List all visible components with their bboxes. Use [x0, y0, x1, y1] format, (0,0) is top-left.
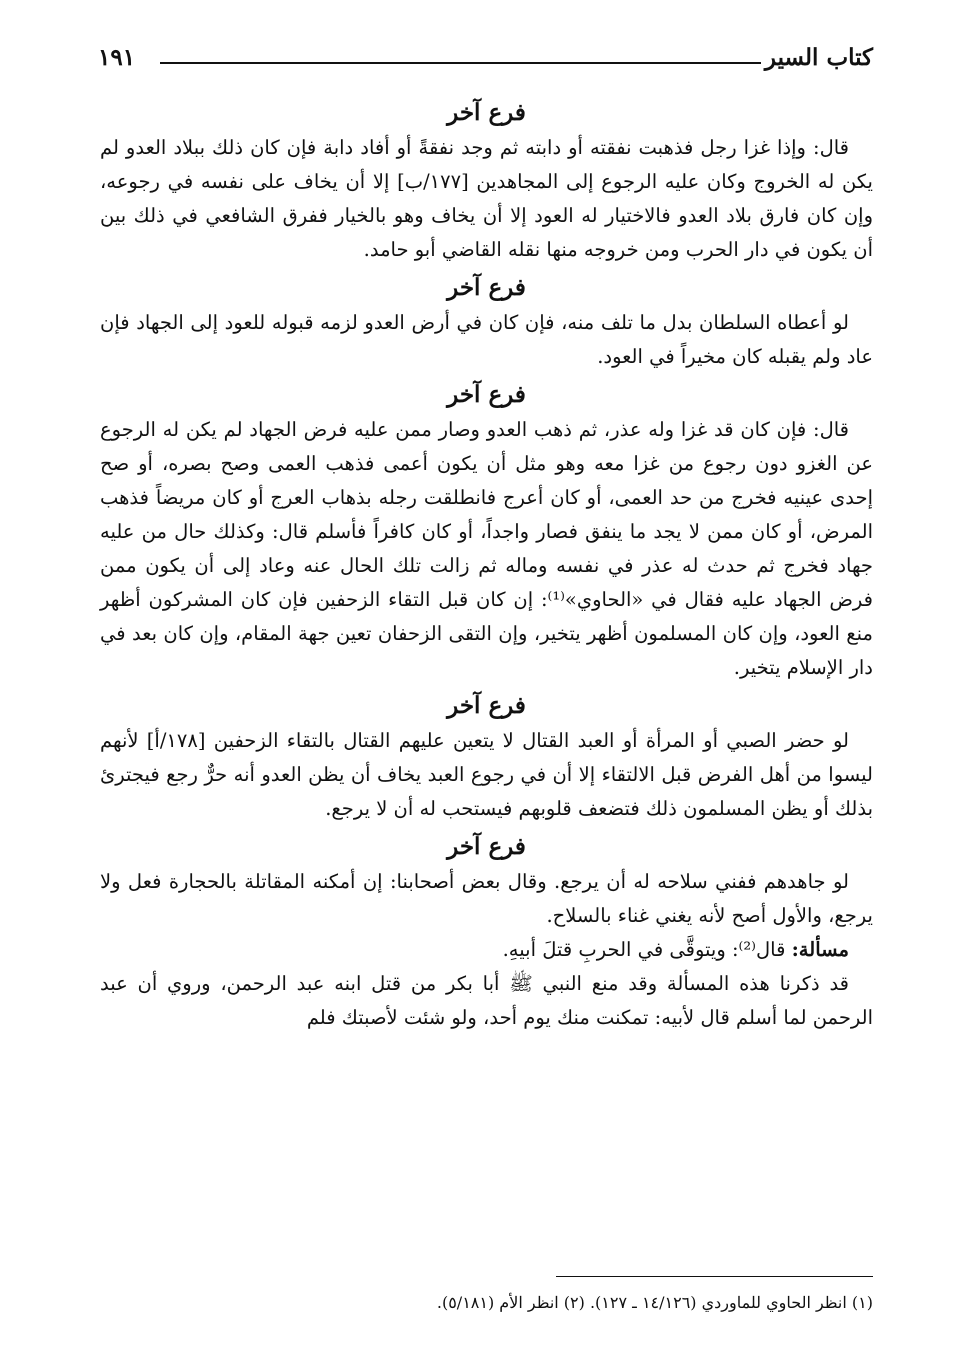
masala-text: قال⁽²⁾: ويتوقَّى في الحربِ قتلَ أبيهِ.	[502, 938, 786, 961]
header-rule	[160, 62, 761, 64]
page-header	[98, 38, 873, 78]
paragraph: لو أعطاه السلطان بدل ما تلف منه، فإن كان في أرض العدو لزمه قبوله للعود إلى الجهاد فإن عاد ولم يقبله كان مخيراً في العود.	[100, 311, 873, 368]
paragraph: لو حضر الصبي أو المرأة أو العبد القتال لا يتعين عليهم القتال بالتقاء الزحفين [١٧٨/أ] لأنهم ليسوا من أهل الفرض قبل الالتقاء إلا أن في رجوع العبد يخاف أن يظن العدو أنه حرٌّ رجع فيجترئ بذلك أو يظن المسلمون ذلك فتضعف قلوبهم فيستحب له أن لا يرجع.	[100, 729, 873, 820]
paragraph: قال: وإذا غزا رجل فذهبت نفقته أو دابته ثم وجد نفقةً أو أفاد دابة فإن كان ذلك ببلاد العدو لم يكن له الخروج وكان عليه الرجوع إلى المجاهدين [١٧٧/ب] إلا أن يخاف على نفسه في رجوعه، وإن كان فارق بلاد العدو فالاختيار له العود إلا أن يخاف وهو بالخيار ففرق الشافعي في ذلك بين أن يكون في دار الحرب ومن خروجه منها نقله القاضي أبو حامد.	[100, 136, 873, 261]
section-heading: فرع آخر	[447, 692, 526, 719]
section-heading: فرع آخر	[447, 99, 526, 126]
footnote-rule	[556, 1276, 873, 1277]
page-number: ١٩١	[98, 44, 136, 71]
section-heading: فرع آخر	[447, 274, 526, 301]
paragraph: لو جاهدهم ففني سلاحه له أن يرجع. وقال بعض أصحابنا: إن أمكنه المقاتلة بالحجارة فعل ولا يرجع، والأول أصح لأنه يغني غناء بالسلاح.	[100, 870, 873, 927]
section-heading: فرع آخر	[447, 833, 526, 860]
main-text	[100, 92, 873, 1035]
section-heading: فرع آخر	[447, 381, 526, 408]
paragraph: قال: فإن كان قد غزا وله عذر، ثم ذهب العدو وصار ممن عليه فرض الجهاد لم يكن له الرجوع عن الغزو دون رجوع من غزا معه وهو مثل أن يكون أعمى فذهب العمى وصح بصره، أو صح إحدى عينيه فخرج من حد العمى، أو كان أعرج فانطلقت رجله بذهاب العرج أو كان مريضاً فذهب المرض، أو كان ممن لا يجد ما ينفق فصار واجداً، أو كان كافراً فأسلم قال: وكذلك حال من عليه جهاد فخرج ثم حدث له عذر في نفسه وماله ثم زالت تلك الحال عنه وعاد إلى أن يكون ممن فرض الجهاد عليه فقال في «الحاوي»⁽¹⁾: إن كان قبل التقاء الزحفين فإن كان المشركون أظهر منع العود، وإن كان المسلمون أظهر يتخير، وإن التقى الزحفان تعين جهة المقام، وإن كان بعد في دار الإسلام يتخير.	[100, 418, 873, 679]
masala-paragraph	[100, 933, 873, 967]
paragraph: قد ذكرنا هذه المسألة وقد منع النبي ﷺ أبا بكر من قتل ابنه عبد الرحمن، وروي أن عبد الرحمن لما أسلم قال لأبيه: تمكنت منك يوم أحد، ولو شئت لأصبتك فلم	[100, 972, 873, 1029]
masala-label: مسألة:	[791, 938, 849, 961]
footnotes: (١) انظر الحاوي للماوردي (١٤/١٢٦ ـ ١٢٧). (٢) انظر الأم (٥/١٨١).	[436, 1293, 873, 1312]
running-head: كتاب السير	[764, 44, 873, 71]
